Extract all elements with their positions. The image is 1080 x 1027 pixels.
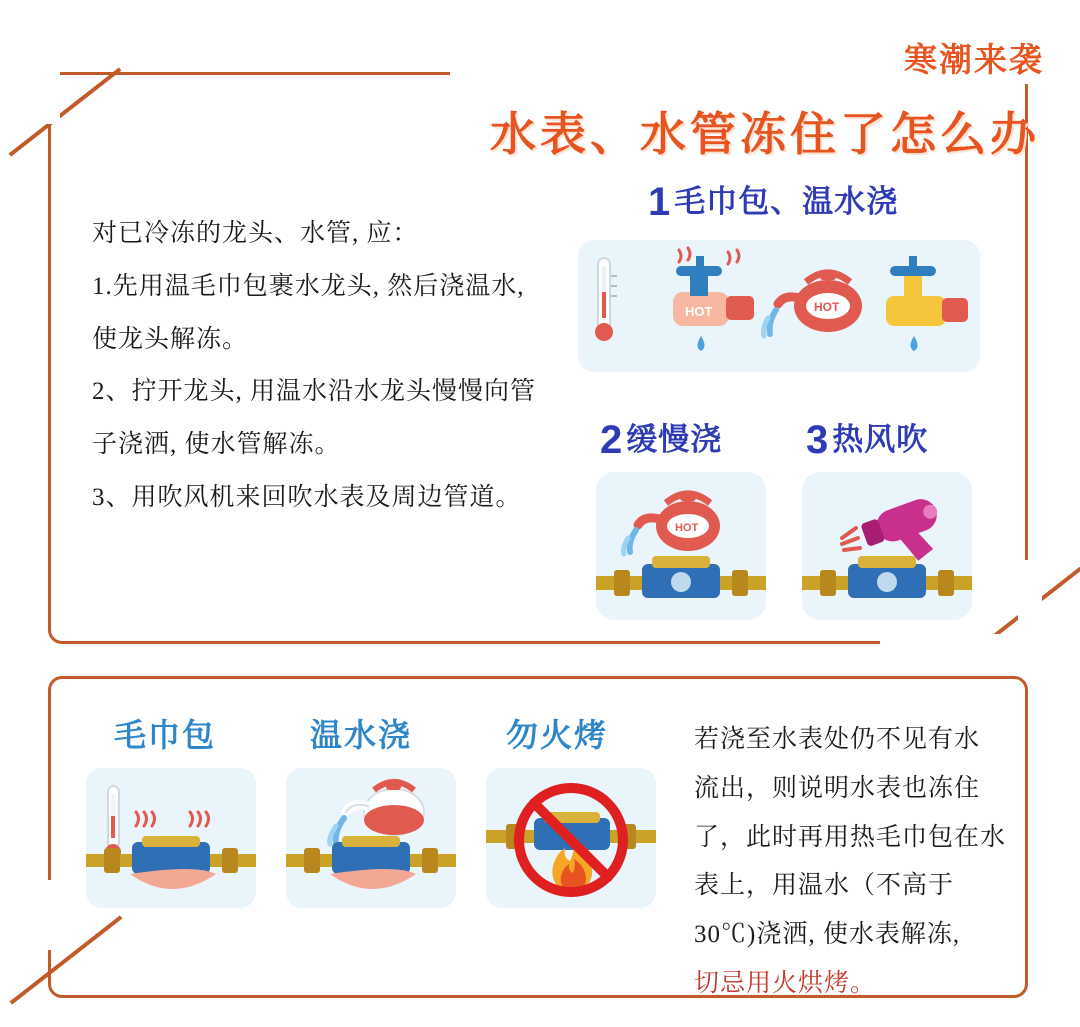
bottom-note-warning: 切忌用火烘烤。 [694, 969, 877, 997]
top-step-line: 子浇洒, 使水管解冻。 [92, 431, 341, 458]
step-2-title [600, 414, 722, 463]
top-instructions [92, 210, 562, 527]
headline-subtitle: 寒潮来袭 [904, 41, 1044, 78]
step-2-label: 缓慢浇 [626, 422, 723, 457]
kettle-water-meter-illustration [596, 472, 766, 620]
panel-border-gap-bottom-right [880, 634, 1040, 656]
bottom-note-line: 表上，用温水（不高于 [694, 872, 955, 900]
svg-text:HOT: HOT [675, 522, 699, 534]
bottom-panel-border-gap-left [40, 880, 60, 950]
illustration-towel-and-warm-water [578, 240, 980, 372]
illustration-hair-dryer-on-meter [802, 472, 972, 620]
illustration-no-fire-prohibition [486, 768, 656, 908]
step-1-title [648, 176, 898, 225]
bottom-note-line: 30℃)浇洒, 使水表解冻, [694, 921, 961, 948]
illustration-towel-wrapped-meter [86, 768, 256, 908]
step-1-number: 1 [648, 180, 671, 224]
faucet-kettle-illustration [578, 240, 980, 372]
bottom-caption-warm-water: 温水浇 [310, 717, 413, 753]
step-2-number: 2 [600, 418, 623, 462]
illustration-pouring-warm-water-meter [286, 768, 456, 908]
step-3-number: 3 [806, 418, 829, 462]
bottom-note-line: 了，此时再用热毛巾包在水 [694, 823, 1007, 851]
kettle-pour-meter-illustration [286, 768, 456, 908]
top-step-line: 使龙头解冻。 [92, 325, 249, 353]
top-step-line: 2、拧开龙头, 用温水沿水龙头慢慢向管 [92, 378, 537, 406]
no-fire-icon [486, 768, 656, 908]
bottom-note [694, 716, 1014, 1009]
bottom-note-line: 流出，则说明水表也冻住 [694, 774, 981, 802]
illustration-slow-pour-on-meter [596, 472, 766, 620]
svg-text:HOT: HOT [685, 304, 713, 319]
panel-border-gap-right [1018, 560, 1042, 660]
bottom-note-line: 若浇至水表处仍不见有水 [694, 726, 981, 753]
bottom-caption-no-fire: 勿火烤 [506, 717, 609, 753]
bottom-caption-towel-wrap: 毛巾包 [114, 717, 217, 753]
top-step-line: 1.先用温毛巾包裹水龙头, 然后浇温水, [92, 272, 525, 300]
top-step-line: 3、用吹风机来回吹水表及周边管道。 [92, 483, 522, 511]
svg-text:HOT: HOT [814, 300, 840, 314]
page-title: 水表、水管冻住了怎么办 [490, 108, 1040, 160]
step-1-label: 毛巾包、温水浇 [674, 184, 899, 219]
panel-border-gap-top-left [40, 64, 60, 124]
hairdryer-water-meter-illustration [802, 472, 972, 620]
step-3-label: 热风吹 [832, 422, 929, 457]
top-intro-line: 对已冷冻的龙头、水管, 应： [92, 220, 419, 247]
thermometer-meter-towel-illustration [86, 768, 256, 908]
step-3-title [806, 414, 928, 463]
